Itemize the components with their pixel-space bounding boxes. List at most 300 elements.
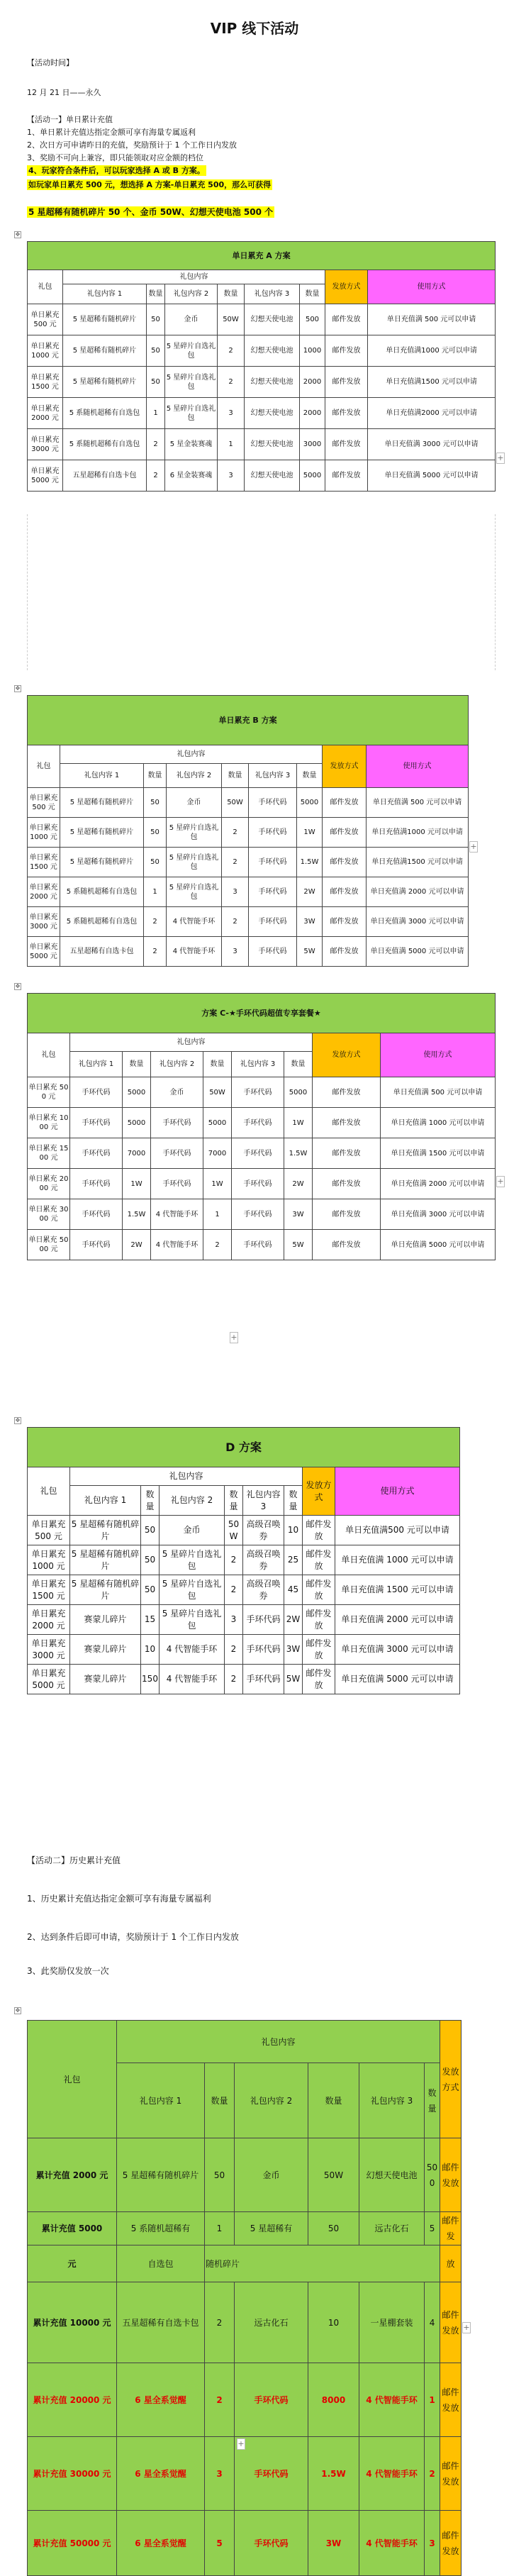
header-method: 发放方式 xyxy=(303,1467,335,1516)
cell: 邮件发放 xyxy=(440,2282,462,2363)
cell: 3 xyxy=(218,398,245,429)
cell: 5 星碎片自选礼包 xyxy=(160,1545,225,1575)
cell-usage: 单日充值满 5000 元可以申请 xyxy=(367,937,469,967)
cell: 邮件发放 xyxy=(440,2138,462,2212)
cell: 5 星超稀有随机碎片 xyxy=(63,304,147,335)
cell: 5W xyxy=(284,1230,313,1260)
cell-usage: 单日充值满 3000 元可以申请 xyxy=(368,429,496,460)
header-c3: 礼包内容 3 xyxy=(232,1052,284,1077)
cell: 手环代码 xyxy=(249,788,297,818)
cell: 4 代智能手环 xyxy=(167,907,222,937)
cell: 50 xyxy=(147,335,165,367)
cell: 手环代码 xyxy=(70,1077,123,1108)
cell-usage: 单日充值满 500 元可以申请 xyxy=(381,1077,496,1108)
cell: 1 xyxy=(144,877,167,907)
cell: 邮件发放 xyxy=(323,937,367,967)
cell: 手环代码 xyxy=(243,1635,284,1665)
cell: 15 xyxy=(141,1605,160,1635)
add-row-icon[interactable]: + xyxy=(497,1177,504,1186)
cell: 5 星超稀有 xyxy=(235,2212,308,2245)
cell: 2 xyxy=(218,335,245,367)
header-c3: 礼包内容 3 xyxy=(243,1486,284,1516)
cell: 5000 xyxy=(203,1108,232,1138)
cell: 1.5W xyxy=(123,1199,151,1230)
cell: 5 星碎片自选礼包 xyxy=(160,1575,225,1605)
cell: 6 星全系觉醒 xyxy=(117,2437,205,2511)
cell: 幻想天使电池 xyxy=(245,304,300,335)
cell: 1.5W xyxy=(284,1138,313,1169)
cell-gift: 单日累充 2000 元 xyxy=(28,1169,70,1199)
cell: 5 星碎片自选礼包 xyxy=(165,335,218,367)
cell: 五星超稀有自选卡包 xyxy=(63,460,147,492)
cell: 45 xyxy=(284,1575,303,1605)
table-row xyxy=(28,1138,496,1169)
cell: 5 星碎片自选礼包 xyxy=(165,367,218,398)
cell: 50 xyxy=(147,304,165,335)
cell: 7000 xyxy=(123,1138,151,1169)
cell: 8000 xyxy=(308,2363,359,2437)
cell-usage: 单日充值满1500 元可以申请 xyxy=(368,367,496,398)
table-row xyxy=(28,398,496,429)
header-qty: 数量 xyxy=(141,1486,160,1516)
cell: 邮件发放 xyxy=(440,2363,462,2437)
cell-usage: 单日充值满 1500 元可以申请 xyxy=(381,1138,496,1169)
cell: 2 xyxy=(222,818,249,848)
cell: 手环代码 xyxy=(243,1605,284,1635)
cell: 10 xyxy=(308,2282,359,2363)
table-row xyxy=(28,2245,462,2282)
cell-usage: 单日充值满 1000 元可以申请 xyxy=(335,1545,460,1575)
cell-usage: 单日充值满1500 元可以申请 xyxy=(367,848,469,877)
cell: 邮件发放 xyxy=(303,1605,335,1635)
cell: 1 xyxy=(147,398,165,429)
table-row xyxy=(28,1545,460,1575)
cell-usage: 单日充值满 500 元可以申请 xyxy=(368,304,496,335)
cell: 50W xyxy=(203,1077,232,1108)
cell: 5 星超稀有随机碎片 xyxy=(60,848,144,877)
header-qty: 数量 xyxy=(225,1486,243,1516)
cell-gift: 累计充值 10000 元 xyxy=(28,2282,117,2363)
header-qty: 数量 xyxy=(147,284,165,304)
table-plan-c xyxy=(27,993,496,1260)
cell: 远古化石 xyxy=(359,2212,425,2245)
cell: 金币 xyxy=(151,1077,203,1108)
add-row-icon[interactable]: + xyxy=(463,2323,470,2332)
cell: 手环代码 xyxy=(232,1199,284,1230)
cell: 5W xyxy=(297,937,323,967)
cell: 邮件发放 xyxy=(325,398,368,429)
cell: 2 xyxy=(203,1230,232,1260)
cell: 4 代智能手环 xyxy=(359,2437,425,2511)
cell: 4 代智能手环 xyxy=(359,2511,425,2576)
cell: 7000 xyxy=(203,1138,232,1169)
cell: 1 xyxy=(218,429,245,460)
cell: 手环代码 xyxy=(70,1138,123,1169)
cell-usage: 单日充值满 1500 元可以申请 xyxy=(335,1575,460,1605)
table-move-handle-icon[interactable]: ✥ xyxy=(15,685,21,692)
header-c3: 礼包内容 3 xyxy=(245,284,300,304)
header-qty: 数量 xyxy=(123,1052,151,1077)
cell-usage: 单日充值满 2000 元可以申请 xyxy=(381,1169,496,1199)
cell: 高级召唤券 xyxy=(243,1575,284,1605)
cell-gift: 单日累充 5000 元 xyxy=(28,460,63,492)
cell: 手环代码 xyxy=(232,1230,284,1260)
header-gift: 礼包 xyxy=(28,1033,70,1077)
cell: 邮件发放 xyxy=(313,1138,381,1169)
cell: 4 代智能手环 xyxy=(160,1665,225,1694)
header-qty: 数量 xyxy=(425,2063,440,2138)
cell: 50W xyxy=(225,1516,243,1545)
cell: 邮件发放 xyxy=(323,877,367,907)
cell: 一星棚套装 xyxy=(359,2282,425,2363)
cell-gift: 累计充值 20000 元 xyxy=(28,2363,117,2437)
cell: 4 xyxy=(425,2282,440,2363)
cell: 3W xyxy=(284,1635,303,1665)
cell: 2000 xyxy=(300,398,325,429)
cell-gift: 单日累充 1000 元 xyxy=(28,1545,70,1575)
table-plan-d xyxy=(27,1427,460,1694)
cell: 3 xyxy=(225,1605,243,1635)
cell: 幻想天使电池 xyxy=(359,2138,425,2212)
cell: 2 xyxy=(225,1665,243,1694)
table-row xyxy=(28,1516,460,1545)
cell: 幻想天使电池 xyxy=(245,335,300,367)
activity1-line1: 1、单日累计充值达指定金额可享有海量专属返利 xyxy=(27,128,196,137)
cell: 1W xyxy=(203,1169,232,1199)
cell: 随机碎片 xyxy=(205,2245,440,2282)
cell: 手环代码 xyxy=(243,1665,284,1694)
cell: 50W xyxy=(222,788,249,818)
cell: 邮件发放 xyxy=(303,1575,335,1605)
header-qty: 数量 xyxy=(203,1052,232,1077)
cell: 3 xyxy=(425,2511,440,2576)
cell: 手环代码 xyxy=(70,1199,123,1230)
cell-gift: 单日累充 3000 元 xyxy=(28,429,63,460)
cell: 1W xyxy=(297,818,323,848)
add-column-icon[interactable]: + xyxy=(237,2439,245,2448)
cell: 5 星超稀有随机碎片 xyxy=(70,1575,141,1605)
cell: 1W xyxy=(284,1108,313,1138)
cell-gift: 单日累充 500 元 xyxy=(28,1077,70,1108)
header-qty: 数量 xyxy=(284,1486,303,1516)
table-row xyxy=(28,2511,462,2576)
cell-usage: 单日充值满 3000 元可以申请 xyxy=(367,907,469,937)
cell: 5 星碎片自选礼包 xyxy=(167,818,222,848)
cell: 3000 xyxy=(300,429,325,460)
cell: 幻想天使电池 xyxy=(245,398,300,429)
cell-gift: 累计充值 30000 元 xyxy=(28,2437,117,2511)
header-c2: 礼包内容 2 xyxy=(167,764,222,788)
cell: 手环代码 xyxy=(70,1230,123,1260)
table-row xyxy=(28,2282,462,2363)
cell: 手环代码 xyxy=(70,1169,123,1199)
cell: 5 系随机超稀有自选包 xyxy=(60,877,144,907)
cell-gift: 元 xyxy=(28,2245,117,2282)
cell: 邮件发放 xyxy=(313,1077,381,1108)
header-c1: 礼包内容 1 xyxy=(117,2063,205,2138)
cell: 6 星全系觉醒 xyxy=(117,2363,205,2437)
header-c1: 礼包内容 1 xyxy=(70,1486,141,1516)
header-usage: 使用方式 xyxy=(368,270,496,304)
header-qty: 数量 xyxy=(300,284,325,304)
cell: 4 代智能手环 xyxy=(151,1230,203,1260)
cell: 50 xyxy=(308,2212,359,2245)
header-gift: 礼包 xyxy=(28,270,63,304)
cell: 5 星金装赛魂 xyxy=(165,429,218,460)
cell: 50 xyxy=(205,2138,235,2212)
cell-usage: 单日充值满 5000 元可以申请 xyxy=(381,1230,496,1260)
cell: 10 xyxy=(284,1516,303,1545)
highlight-line1: 4、玩家符合条件后，可以玩家选择 A 或 B 方案。 xyxy=(28,166,205,175)
cell-gift: 累计充值 50000 元 xyxy=(28,2511,117,2576)
table-move-handle-icon[interactable]: ✥ xyxy=(15,983,21,989)
table-row xyxy=(28,367,496,398)
header-c2: 礼包内容 2 xyxy=(151,1052,203,1077)
cell-gift: 单日累充 1000 元 xyxy=(28,335,63,367)
cell: 邮件发放 xyxy=(313,1230,381,1260)
add-row-icon[interactable]: + xyxy=(470,842,477,851)
cell: 手环代码 xyxy=(235,2363,308,2437)
cell: 2 xyxy=(222,907,249,937)
cell: 邮件发放 xyxy=(440,2437,462,2511)
cell: 6 星金装赛魂 xyxy=(165,460,218,492)
table-row xyxy=(28,2363,462,2437)
activity-time-label: 【活动时间】 xyxy=(27,58,74,67)
cell: 5 星碎片自选礼包 xyxy=(160,1605,225,1635)
cell: 1W xyxy=(123,1169,151,1199)
table-row xyxy=(28,2138,462,2212)
cell: 邮件发 xyxy=(440,2212,462,2245)
cell: 手环代码 xyxy=(235,2437,308,2511)
cell: 赛蒙儿碎片 xyxy=(70,1635,141,1665)
header-qty: 数量 xyxy=(218,284,245,304)
cell-usage: 单日充值满 3000 元可以申请 xyxy=(381,1199,496,1230)
header-method: 发放方式 xyxy=(325,270,368,304)
header-usage: 使用方式 xyxy=(381,1033,496,1077)
cell: 五星超稀有自选卡包 xyxy=(117,2282,205,2363)
cell: 邮件发放 xyxy=(325,429,368,460)
table-row xyxy=(28,907,469,937)
header-c1: 礼包内容 1 xyxy=(63,284,147,304)
plan-c-title: 方案 C-★手环代码超值专享套餐★ xyxy=(28,994,496,1033)
cell: 金币 xyxy=(167,788,222,818)
cell: 手环代码 xyxy=(151,1108,203,1138)
cell: 50W xyxy=(218,304,245,335)
cell: 1.5W xyxy=(297,848,323,877)
header-c2: 礼包内容 2 xyxy=(165,284,218,304)
cell-gift: 单日累充 3000 元 xyxy=(28,1635,70,1665)
cell: 2W xyxy=(123,1230,151,1260)
cell: 幻想天使电池 xyxy=(245,429,300,460)
cell: 1 xyxy=(205,2212,235,2245)
cell: 2 xyxy=(425,2437,440,2511)
header-content: 礼包内容 xyxy=(60,745,323,764)
cell: 邮件发放 xyxy=(325,367,368,398)
cell: 50W xyxy=(308,2138,359,2212)
cell: 手环代码 xyxy=(249,818,297,848)
cell: 邮件发放 xyxy=(313,1199,381,1230)
header-qty: 数量 xyxy=(284,1052,313,1077)
cell-usage: 单日充值满 2000 元可以申请 xyxy=(367,877,469,907)
table-row xyxy=(28,818,469,848)
cell: 手环代码 xyxy=(249,937,297,967)
cell: 邮件发放 xyxy=(303,1635,335,1665)
cell-gift: 单日累充 2000 元 xyxy=(28,877,60,907)
table-row xyxy=(28,1230,496,1260)
table-move-handle-icon[interactable]: ✥ xyxy=(15,2007,21,2014)
table-row xyxy=(28,335,496,367)
add-row-icon[interactable]: + xyxy=(497,453,504,462)
table-row xyxy=(28,1635,460,1665)
activity1-line3: 3、奖励不可向上兼容，即只能领取对应金额的档位 xyxy=(27,153,203,162)
cell: 5000 xyxy=(284,1077,313,1108)
cell: 手环代码 xyxy=(249,877,297,907)
cell: 2 xyxy=(147,429,165,460)
activity2-heading: 【活动二】历史累计充值 xyxy=(27,1855,121,1865)
cell: 5 系随机超稀有自选包 xyxy=(60,907,144,937)
cell: 50 xyxy=(144,818,167,848)
cell-usage: 单日充值满 5000 元可以申请 xyxy=(368,460,496,492)
cell-usage: 单日充值满500 元可以申请 xyxy=(335,1516,460,1545)
cell: 5 星超稀有随机碎片 xyxy=(60,788,144,818)
cell: 邮件发放 xyxy=(323,907,367,937)
header-c3: 礼包内容 3 xyxy=(249,764,297,788)
cell: 手环代码 xyxy=(232,1077,284,1108)
cell: 幻想天使电池 xyxy=(245,460,300,492)
cell: 金币 xyxy=(160,1516,225,1545)
cell: 高级召唤券 xyxy=(243,1516,284,1545)
header-content: 礼包内容 xyxy=(63,270,325,284)
cell: 5 星超稀有随机碎片 xyxy=(63,367,147,398)
cell: 3 xyxy=(222,877,249,907)
header-method: 发放方式 xyxy=(313,1033,381,1077)
cell-gift: 单日累充 1000 元 xyxy=(28,818,60,848)
activity-time: 12 月 21 日——永久 xyxy=(27,88,101,97)
cell: 邮件发放 xyxy=(313,1169,381,1199)
cell: 5000 xyxy=(123,1108,151,1138)
highlight-line2: 如玩家单日累充 500 元，想选择 A 方案-单日累充 500，那么可获得 xyxy=(28,180,272,189)
cell: 5000 xyxy=(123,1077,151,1108)
cell: 2 xyxy=(144,907,167,937)
cell: 500 xyxy=(425,2138,440,2212)
cell: 50 xyxy=(147,367,165,398)
cell: 自选包 xyxy=(117,2245,205,2282)
table-plan-b xyxy=(27,695,469,967)
activity2-line3: 3、此奖励仅发放一次 xyxy=(27,1966,109,1976)
cell: 6 星全系觉醒 xyxy=(117,2511,205,2576)
cell: 手环代码 xyxy=(232,1169,284,1199)
cell: 手环代码 xyxy=(232,1138,284,1169)
cell: 2 xyxy=(205,2282,235,2363)
cell-gift: 单日累充 5000 元 xyxy=(28,1665,70,1694)
header-gift: 礼包 xyxy=(28,745,60,788)
cell: 5 星超稀有随机碎片 xyxy=(70,1545,141,1575)
plan-b-title: 单日累充 B 方案 xyxy=(28,696,469,745)
cell-usage: 单日充值满1000 元可以申请 xyxy=(367,818,469,848)
cell: 远古化石 xyxy=(235,2282,308,2363)
cell: 手环代码 xyxy=(249,907,297,937)
cell: 邮件发放 xyxy=(323,818,367,848)
cell: 邮件发放 xyxy=(323,788,367,818)
cell: 2 xyxy=(225,1545,243,1575)
table-plan-a xyxy=(27,241,496,492)
cell: 2 xyxy=(225,1575,243,1605)
cell: 高级召唤券 xyxy=(243,1545,284,1575)
table-row xyxy=(28,1665,460,1694)
header-method: 发放方式 xyxy=(323,745,367,788)
cell: 5 星碎片自选礼包 xyxy=(167,848,222,877)
table-row xyxy=(28,1077,496,1108)
cell-gift: 单日累充 1000 元 xyxy=(28,1108,70,1138)
table-row xyxy=(28,937,469,967)
cell-gift: 单日累充 500 元 xyxy=(28,788,60,818)
table-row xyxy=(28,1108,496,1138)
cell: 50 xyxy=(141,1516,160,1545)
cell: 5 系随机超稀有自选包 xyxy=(63,429,147,460)
cell: 放 xyxy=(440,2245,462,2282)
cell: 2000 xyxy=(300,367,325,398)
header-qty: 数量 xyxy=(205,2063,235,2138)
page-title: VIP 线下活动 xyxy=(210,20,299,37)
cell-usage: 单日充值满 2000 元可以申请 xyxy=(335,1605,460,1635)
table-row xyxy=(28,304,496,335)
header-usage: 使用方式 xyxy=(335,1467,460,1516)
cell: 邮件发放 xyxy=(325,460,368,492)
cell-gift: 累计充值 2000 元 xyxy=(28,2138,117,2212)
table-row xyxy=(28,429,496,460)
cell: 3 xyxy=(222,937,249,967)
cell-usage: 单日充值满2000 元可以申请 xyxy=(368,398,496,429)
cell-gift: 单日累充 5000 元 xyxy=(28,937,60,967)
cell: 3W xyxy=(308,2511,359,2576)
cell-gift: 单日累充 2000 元 xyxy=(28,1605,70,1635)
cell: 金币 xyxy=(235,2138,308,2212)
cell: 1 xyxy=(203,1199,232,1230)
cell: 赛蒙儿碎片 xyxy=(70,1665,141,1694)
header-qty: 数量 xyxy=(297,764,323,788)
cell: 500 xyxy=(300,304,325,335)
header-qty: 数量 xyxy=(144,764,167,788)
cell-usage: 单日充值满 500 元可以申请 xyxy=(367,788,469,818)
header-gift: 礼包 xyxy=(28,2021,117,2138)
cell-gift: 单日累充 1500 元 xyxy=(28,367,63,398)
cell: 3W xyxy=(284,1199,313,1230)
table-move-handle-icon[interactable]: ✥ xyxy=(15,231,21,238)
cell: 50 xyxy=(144,848,167,877)
highlight-line3: 5 星超稀有随机碎片 50 个、金币 50W、幻想天使电池 500 个 xyxy=(28,207,274,217)
cell: 25 xyxy=(284,1545,303,1575)
cell: 邮件发放 xyxy=(440,2511,462,2576)
table-move-handle-icon[interactable]: ✥ xyxy=(15,1417,21,1423)
header-usage: 使用方式 xyxy=(367,745,469,788)
add-column-icon[interactable]: + xyxy=(230,1333,237,1342)
cell-gift: 单日累充 500 元 xyxy=(28,304,63,335)
cell-gift: 单日累充 2000 元 xyxy=(28,398,63,429)
cell-usage: 单日充值满 5000 元可以申请 xyxy=(335,1665,460,1694)
cell: 3 xyxy=(218,460,245,492)
table-row xyxy=(28,1169,496,1199)
cell: 邮件发放 xyxy=(325,304,368,335)
header-c2: 礼包内容 2 xyxy=(160,1486,225,1516)
header-qty: 数量 xyxy=(308,2063,359,2138)
cell: 150 xyxy=(141,1665,160,1694)
header-content: 礼包内容 xyxy=(70,1033,313,1052)
cell: 邮件发放 xyxy=(325,335,368,367)
cell: 5 xyxy=(205,2511,235,2576)
table-row xyxy=(28,1575,460,1605)
header-method: 发放方式 xyxy=(440,2021,462,2138)
header-gift: 礼包 xyxy=(28,1467,70,1516)
